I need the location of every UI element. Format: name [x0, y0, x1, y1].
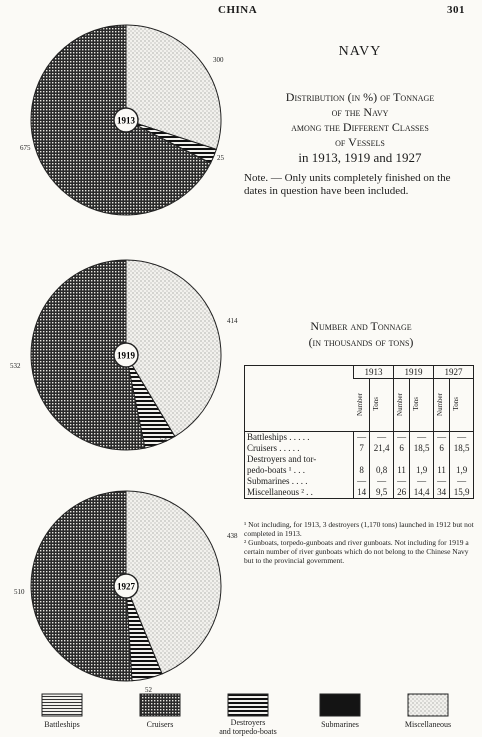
- table-cell: —: [434, 476, 450, 487]
- legend-label: Submarines: [321, 720, 359, 729]
- table-cell: 0,8: [370, 465, 394, 476]
- table-cell: 7: [354, 443, 370, 454]
- table-cell: 26: [394, 487, 410, 498]
- page-number: 301: [447, 4, 465, 16]
- column-header-tons: Tons: [452, 397, 461, 411]
- table-cell: 6: [394, 443, 410, 454]
- slice-label: 52: [145, 686, 152, 694]
- year-label: 1919: [117, 350, 135, 361]
- footnote: ¹ Not including, for 1913, 3 destroyers (1,170 tons) launched in 1912 but not completed in 1913.: [244, 520, 474, 538]
- table-cell: —: [354, 432, 370, 444]
- row-label: Miscellaneous ² . .: [247, 487, 313, 497]
- row-label: Cruisers . . . . .: [247, 443, 300, 453]
- legend-label: Destroyers and torpedo-boats: [219, 718, 277, 736]
- slice-label: 532: [10, 362, 21, 370]
- distribution-title-line: among the Different Classes: [291, 120, 429, 134]
- distribution-years: in 1913, 1919 and 1927: [298, 150, 422, 165]
- table-cell: 1,9: [410, 465, 434, 476]
- table-cell: 14: [354, 487, 370, 498]
- legend-swatch: [320, 694, 360, 716]
- table-cell: 8: [354, 465, 370, 476]
- row-label: pedo-boats ¹ . . .: [247, 465, 305, 475]
- legend-swatches: [0, 690, 482, 730]
- table-cell: 18,5: [450, 443, 473, 454]
- table-cell: 21,4: [370, 443, 394, 454]
- slice-label: 54: [160, 436, 167, 444]
- note-text: Note. — Only units completely finished on the dates in question have been included.: [244, 172, 451, 197]
- table-cell: 11: [434, 465, 450, 476]
- running-head: CHINA: [218, 4, 258, 16]
- column-header-tons: Tons: [412, 397, 421, 411]
- table-cell: 1,9: [450, 465, 473, 476]
- legend-swatch: [140, 694, 180, 716]
- table-cell: —: [394, 476, 410, 487]
- row-label: Battleships . . . . .: [247, 432, 310, 442]
- table-cell: —: [434, 432, 450, 444]
- table-cell: 34: [434, 487, 450, 498]
- legend-label: Miscellaneous: [404, 720, 452, 729]
- table-title-line: Number and Tonnage: [310, 319, 412, 333]
- table-cell: 14,4: [410, 487, 434, 498]
- year-header: 1927: [434, 366, 473, 379]
- legend-swatch: [408, 694, 448, 716]
- year-header: 1919: [394, 366, 434, 379]
- legend-label: Battleships: [44, 720, 80, 729]
- page-title: NAVY: [338, 44, 382, 59]
- distribution-title-line: of the Navy: [331, 105, 389, 119]
- footnote: ² Gunboats, torpedo-gunboats and river gunboats. Not including for 1919 a certain number of river gunboats which do not belong to the Chinese Navy but to the provincial government.: [244, 538, 469, 565]
- legend-label: Cruisers: [146, 720, 174, 729]
- year-header: 1913: [354, 366, 394, 379]
- legend-swatch: [228, 694, 268, 716]
- table-cell: 18,5: [410, 443, 434, 454]
- slice-label: 510: [14, 588, 25, 596]
- slice-label: 675: [20, 144, 31, 152]
- slice-label: 414: [227, 317, 238, 325]
- column-header-number: Number: [396, 392, 405, 416]
- column-header-number: Number: [355, 392, 364, 416]
- distribution-title-line: of Vessels: [335, 135, 385, 149]
- table-cell: —: [410, 432, 434, 444]
- table-cell: —: [354, 476, 370, 487]
- slice-label: 25: [217, 154, 224, 162]
- year-label: 1927: [117, 581, 135, 592]
- slice-label: 300: [213, 56, 224, 64]
- table-cell: —: [370, 476, 394, 487]
- distribution-title-line: Distribution (in %) of Tonnage: [285, 90, 435, 104]
- legend-swatch: [42, 694, 82, 716]
- table-cell: 6: [434, 443, 450, 454]
- table-cell: 11: [394, 465, 410, 476]
- table-cell: 15,9: [450, 487, 473, 498]
- column-header-tons: Tons: [372, 397, 381, 411]
- table-cell: —: [450, 432, 473, 444]
- table-cell: —: [370, 432, 394, 444]
- year-label: 1913: [117, 115, 135, 126]
- table-title-line: (in thousands of tons): [308, 335, 414, 349]
- table-cell: —: [394, 432, 410, 444]
- table-cell: 9,5: [370, 487, 394, 498]
- row-label: Destroyers and tor-: [247, 454, 317, 464]
- table-cell: —: [410, 476, 434, 487]
- row-label: Submarines . . . .: [247, 476, 308, 486]
- slice-label: 438: [227, 532, 238, 540]
- table-cell: —: [450, 476, 473, 487]
- column-header-number: Number: [436, 392, 445, 416]
